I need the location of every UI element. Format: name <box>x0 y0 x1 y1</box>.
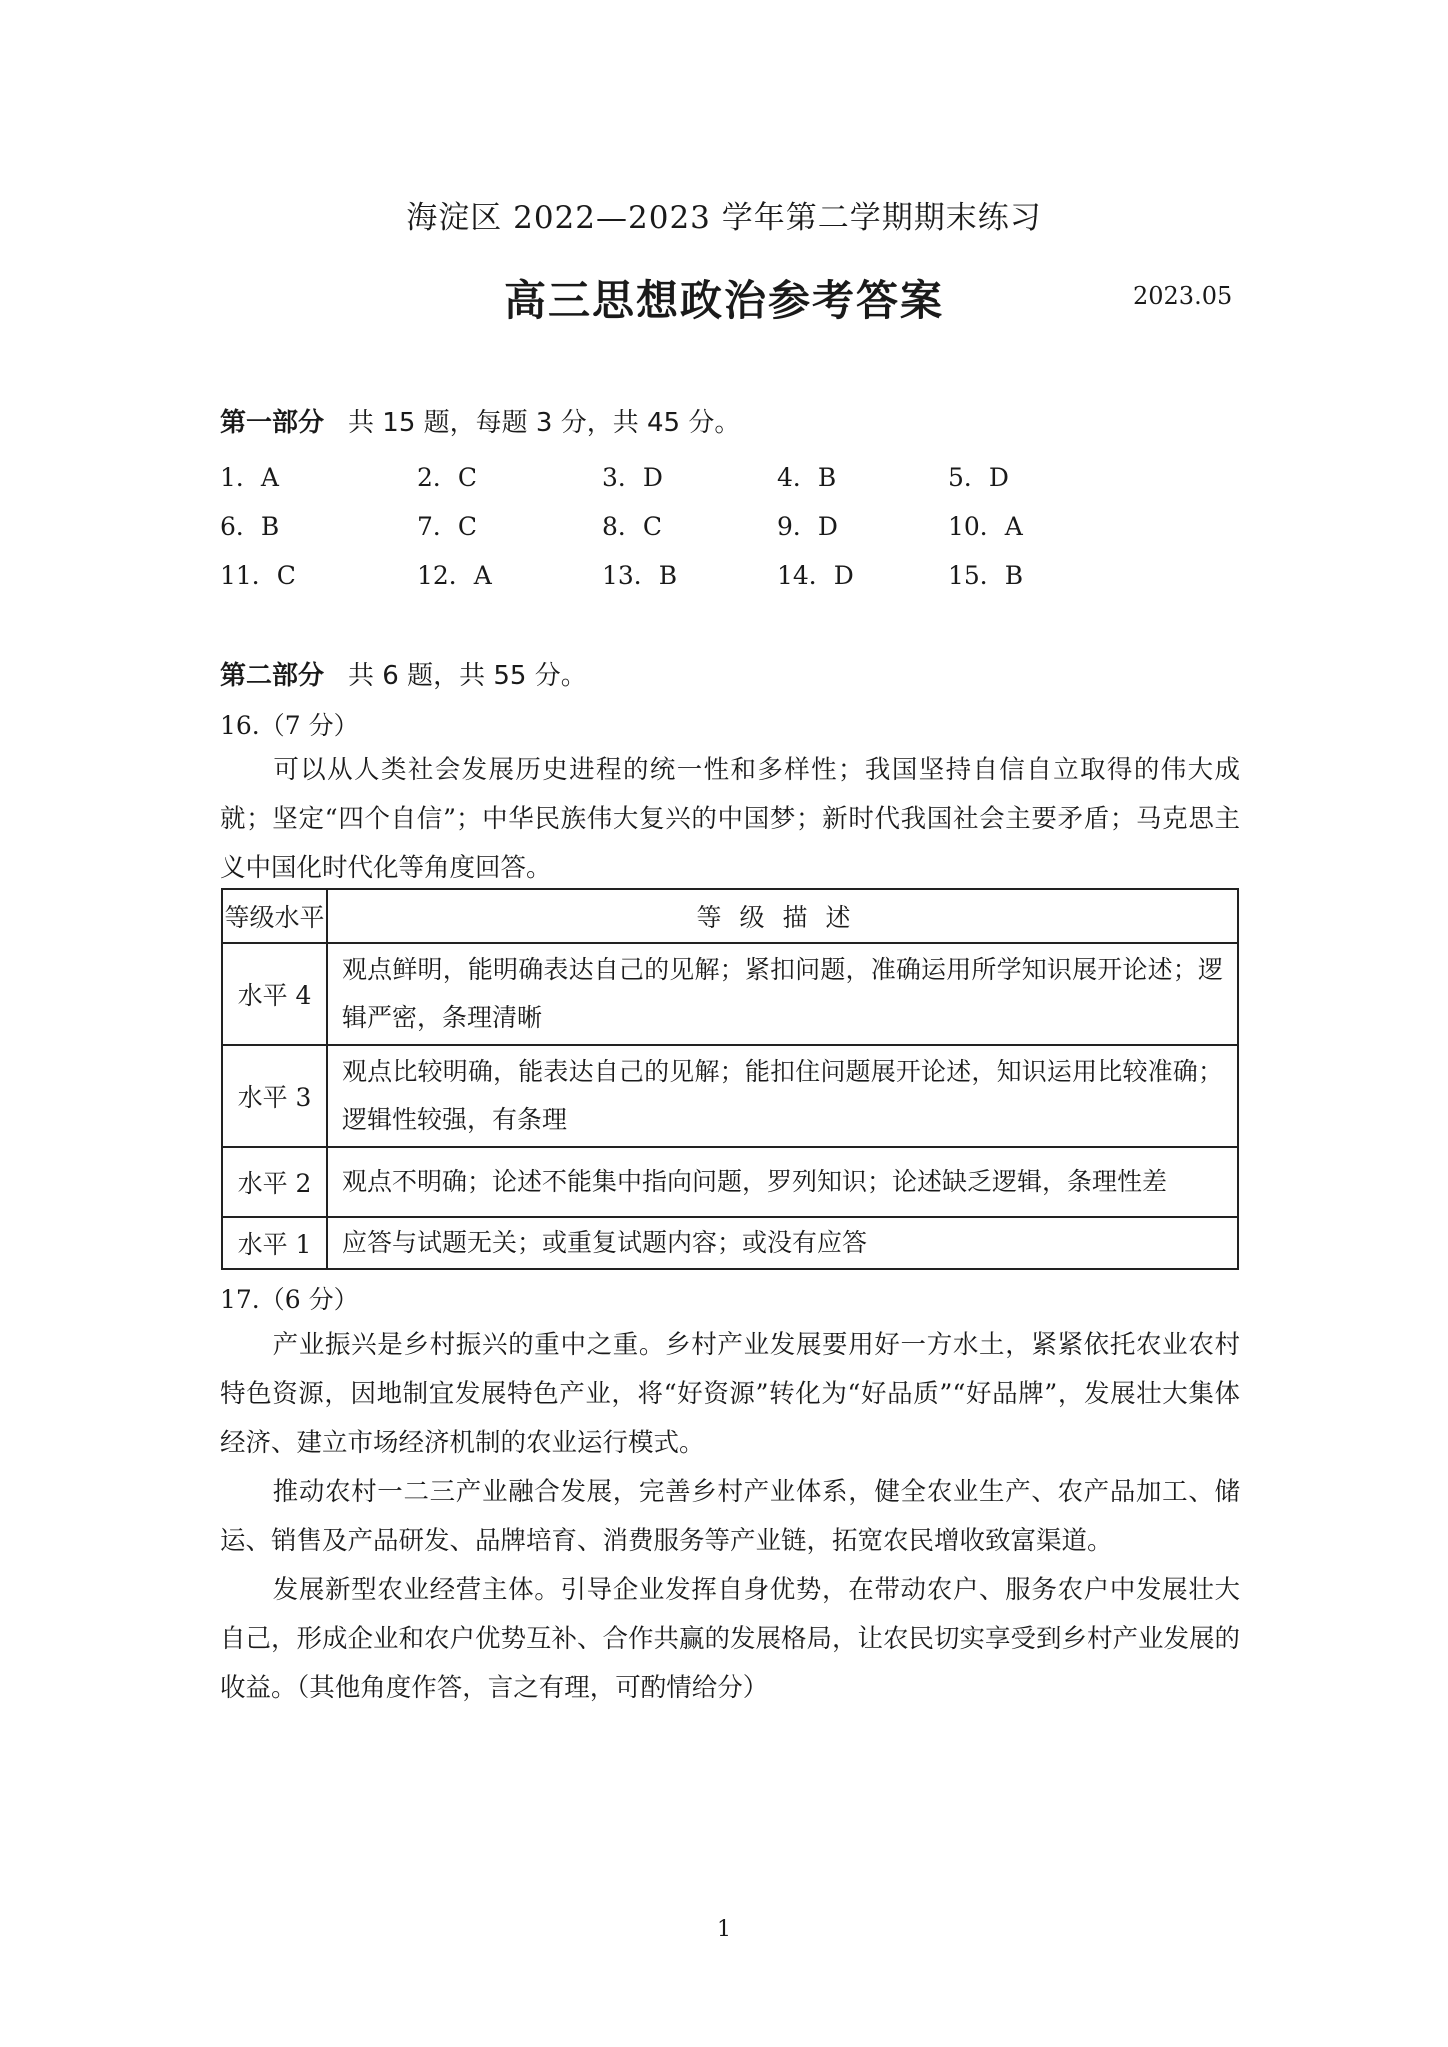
answer-row <box>220 458 1120 507</box>
answer-item: 11．C <box>220 561 296 590</box>
answer-row <box>220 556 1120 605</box>
page-number: 1 <box>717 1917 731 1942</box>
answer-item: 15．B <box>948 561 1024 590</box>
answer-item: 6．B <box>220 512 280 541</box>
table-row <box>222 1045 1238 1147</box>
date: 2023.05 <box>1133 282 1233 310</box>
question-17-paragraph <box>220 1468 1240 1566</box>
answer-item: 12．A <box>417 561 492 590</box>
question-16-intro-text: 可以从人类社会发展历史进程的统一性和多样性；我国坚持自信自立取得的伟大成就；坚定“四个自信”；中华民族伟大复兴的中国梦；新时代我国社会主要矛盾；马克思主义中国化时代化等角度回答。 <box>220 755 1240 883</box>
answer-item: 4．B <box>777 463 837 492</box>
paragraph-text: 发展新型农业经营主体。引导企业发挥自身优势，在带动农户、服务农户中发展壮大自己，形成企业和农户优势互补、合作共赢的发展格局，让农民切实享受到乡村产业发展的收益。（其他角度作答，言之有理，可酌情给分） <box>220 1575 1241 1703</box>
answer-item: 14．D <box>777 561 854 590</box>
table-header-row <box>222 889 1238 943</box>
answer-item: 7．C <box>417 512 478 541</box>
answer-item: 5．D <box>948 463 1009 492</box>
answer-row <box>220 507 1120 556</box>
level-cell: 水平 1 <box>222 1217 327 1269</box>
part1-label: 第一部分 <box>220 408 325 438</box>
answer-item: 8．C <box>602 512 663 541</box>
description-cell: 观点不明确；论述不能集中指向问题，罗列知识；论述缺乏逻辑，条理性差 <box>327 1147 1238 1217</box>
question-17-heading: 17.（6 分） <box>220 1285 359 1314</box>
part1-heading <box>220 402 740 439</box>
table-row <box>222 943 1238 1045</box>
part2-summary: 共 6 题，共 55 分。 <box>348 661 587 691</box>
level-cell: 水平 3 <box>222 1045 327 1147</box>
level-cell: 水平 4 <box>222 943 327 1045</box>
answer-item: 10．A <box>948 512 1023 541</box>
level-cell: 水平 2 <box>222 1147 327 1217</box>
answer-item: 3．D <box>602 463 663 492</box>
answer-item: 1．A <box>220 463 279 492</box>
answer-grid <box>220 458 1120 605</box>
description-cell: 观点鲜明，能明确表达自己的见解；紧扣问题，准确运用所学知识展开论述；逻辑严密，条理清晰 <box>327 943 1238 1045</box>
answer-item: 2．C <box>417 463 478 492</box>
part2-heading <box>220 655 587 692</box>
table-row <box>222 1217 1238 1269</box>
page-title: 高三思想政治参考答案 <box>503 276 944 325</box>
table-header-description: 等级描述 <box>327 889 1238 943</box>
answer-item: 13．B <box>602 561 678 590</box>
question-16-heading: 16.（7 分） <box>220 711 359 740</box>
question-16-intro <box>220 746 1240 893</box>
question-17-paragraph <box>220 1566 1240 1713</box>
table-header-level: 等级水平 <box>222 889 327 943</box>
paragraph-text: 推动农村一二三产业融合发展，完善乡村产业体系，健全农业生产、农产品加工、储运、销售及产品研发、品牌培育、消费服务等产业链，拓宽农民增收致富渠道。 <box>220 1477 1240 1556</box>
part1-summary: 共 15 题，每题 3 分，共 45 分。 <box>348 408 741 438</box>
question-17-paragraph <box>220 1321 1240 1468</box>
table-row <box>222 1147 1238 1217</box>
part2-label: 第二部分 <box>220 661 325 691</box>
grading-table <box>221 888 1239 1270</box>
exam-title: 海淀区 2022—2023 学年第二学期期末练习 <box>406 200 1042 236</box>
paragraph-text: 产业振兴是乡村振兴的重中之重。乡村产业发展要用好一方水土，紧紧依托农业农村特色资源，因地制宜发展特色产业，将“好资源”转化为“好品质”“好品牌”，发展壮大集体经济、建立市场经济机制的农业运行模式。 <box>220 1330 1240 1458</box>
description-cell: 应答与试题无关；或重复试题内容；或没有应答 <box>327 1217 1238 1269</box>
answer-item: 9．D <box>777 512 838 541</box>
description-cell: 观点比较明确，能表达自己的见解；能扣住问题展开论述，知识运用比较准确；逻辑性较强，有条理 <box>327 1045 1238 1147</box>
